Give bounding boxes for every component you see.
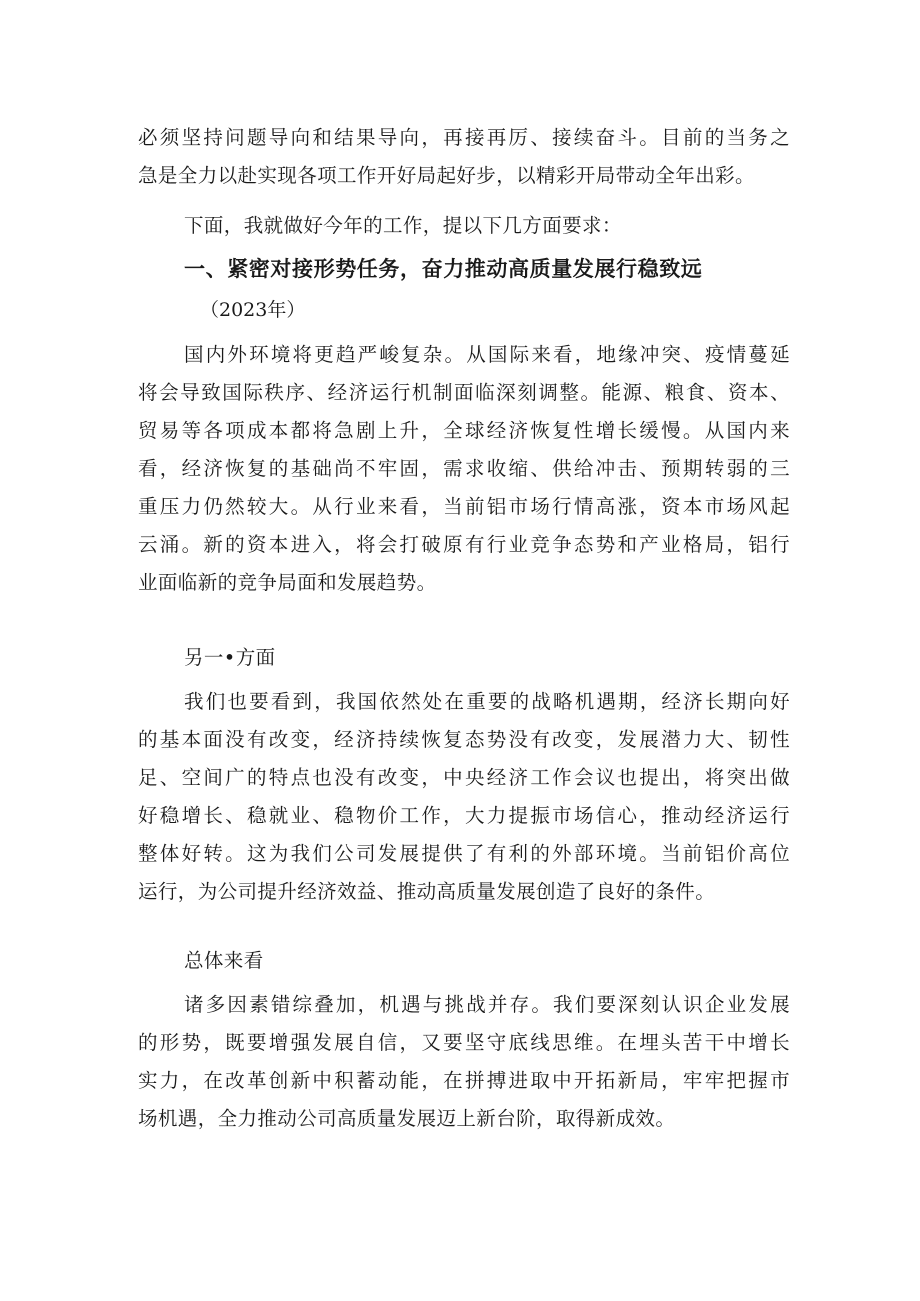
text-line: 诸多因素错综叠加，机遇与挑战并存。我们要深刻认识企业发展 [184,993,790,1016]
heading-text: 一、紧密对接形势任务，奋力推动高质量发展行稳致远 [184,257,703,281]
text-line: 贸易等各项成本都将急剧上升，全球经济恢复性增长缓慢。从国内来 [138,419,790,442]
paragraph-continued [138,119,790,195]
text-line: 的基本面没有改变，经济持续恢复态势没有改变，发展潜力大、韧性 [138,728,790,751]
text-line: 必须坚持问题导向和结果导向，再接再厉、接续奋斗。目前的当务之 [138,126,790,149]
paragraph-opportunity [138,683,790,911]
text-line: 重压力仍然较大。从行业来看，当前铝市场行情高涨，资本市场风起 [138,495,790,518]
text-line: 好稳增长、稳就业、稳物价工作，大力提振市场信心，推动经济运行 [138,804,790,827]
text-line: 国内外环境将更趋严峻复杂。从国际来看，地缘冲突、疫情蔓延 [184,343,790,366]
text-line: 整体好转。这为我们公司发展提供了有利的外部环境。当前铝价高位 [138,842,790,865]
text-line: 急是全力以赴实现各项工作开好局起好步，以精彩开局带动全年出彩。 [138,164,755,187]
text-line: 总体来看 [184,949,264,972]
text-line: 场机遇，全力推动公司高质量发展迈上新台阶，取得新成效。 [138,1107,676,1130]
text-line: 的形势，既要增强发展自信，又要坚守底线思维。在埋头苦干中增长 [138,1031,790,1054]
text-line: 另一•方面 [184,646,276,669]
text-line: 将会导致国际秩序、经济运行机制面临深刻调整。能源、粮食、资本、 [138,381,790,404]
text-line: 看，经济恢复的基础尚不牢固，需求收缩、供给冲击、预期转弱的三 [138,457,790,480]
paragraph-overall [138,942,790,980]
section-heading [138,249,790,289]
paragraph-conclusion [138,986,790,1138]
text-line: 下面，我就做好今年的工作，提以下几方面要求： [184,214,622,237]
paragraph-intro [138,207,790,245]
text-line: 足、空间广的特点也没有改变，中央经济工作会议也提出，将突出做 [138,766,790,789]
year-text: （2023年） [200,299,306,321]
paragraph-other-side [138,639,790,677]
paragraph-environment [138,336,790,602]
text-line: 业面临新的竞争局面和发展趋势。 [138,571,437,594]
text-line: 我们也要看到，我国依然处在重要的战略机遇期，经济长期向好 [184,690,790,713]
text-line: 云涌。新的资本进入，将会打破原有行业竞争态势和产业格局，铝行 [138,533,790,556]
text-line: 运行，为公司提升经济效益、推动高质量发展创造了良好的条件。 [138,880,716,903]
text-line: 实力，在改革创新中积蓄动能，在拼搏进取中开拓新局，牢牢把握市 [138,1069,790,1092]
year-label [138,292,790,328]
